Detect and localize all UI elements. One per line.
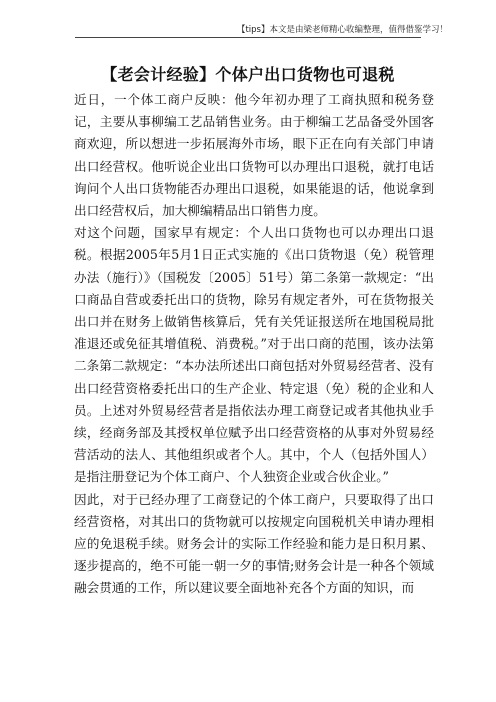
paragraph: 对这个问题，国家早有规定：个人出口货物也可以办理出口退税。根据2005年5月1日正式实施的《出口货物退（免）税管理办法（施行）》（国税发〔2005〕51号）第二条第一款规定：“出口商品自营或委托出口的货物，除另有规定者外，可在货物报关出口并在财务上做销售核算后，凭有关凭证报送所在地国税局批准退还或免征其增值税、消费税。”对于出口商的范围，该办法第二条第二款规定：“本办法所述出口商包括对外贸易经营者、没有出口经营资格委托出口的生产企业、特定退（免）税的企业和人员。上述对外贸易经营者是指依法办理工商登记或者其他执业手续，经商务部及其授权单位赋予出口经营资格的从事对外贸易经营活动的法人、其他组织或者个人。其中，个人（包括外国人）是指注册登记为个体工商户、个人独资企业或合伙企业。”: [74, 225, 434, 485]
header-divider: [75, 37, 421, 38]
paragraph: 近日，一个体工商户反映：他今年初办理了工商执照和税务登记，主要从事柳编工艺品销售业务。由于柳编工艺品备受外国客商欢迎，所以想进一步拓展海外市场，眼下正在向有关部门申请出口经营权。他听说企业出口货物可以办理出口退税，就打电话询问个人出口货物能否办理出口退税，如果能退的话，他说拿到出口经营权后，加大柳编精品出口销售力度。: [74, 92, 434, 219]
document-body: [74, 89, 434, 600]
header-tips: 【tips】本文是由梁老师精心收编整理，值得借鉴学习！: [236, 25, 448, 35]
document-title: 【老会计经验】个体户出口货物也可退税: [101, 65, 395, 84]
paragraph: 因此，对于已经办理了工商登记的个体工商户，只要取得了出口经营资格，对其出口的货物就可以按规定向国税机关申请办理相应的免退税手续。财务会计的实际工作经验和能力是日积月累、逐步提高的，绝不可能一朝一夕的事情;财务会计是一种各个领域融会贯通的工作，所以建议要全面地补充各个方面的知识，而: [74, 491, 434, 596]
